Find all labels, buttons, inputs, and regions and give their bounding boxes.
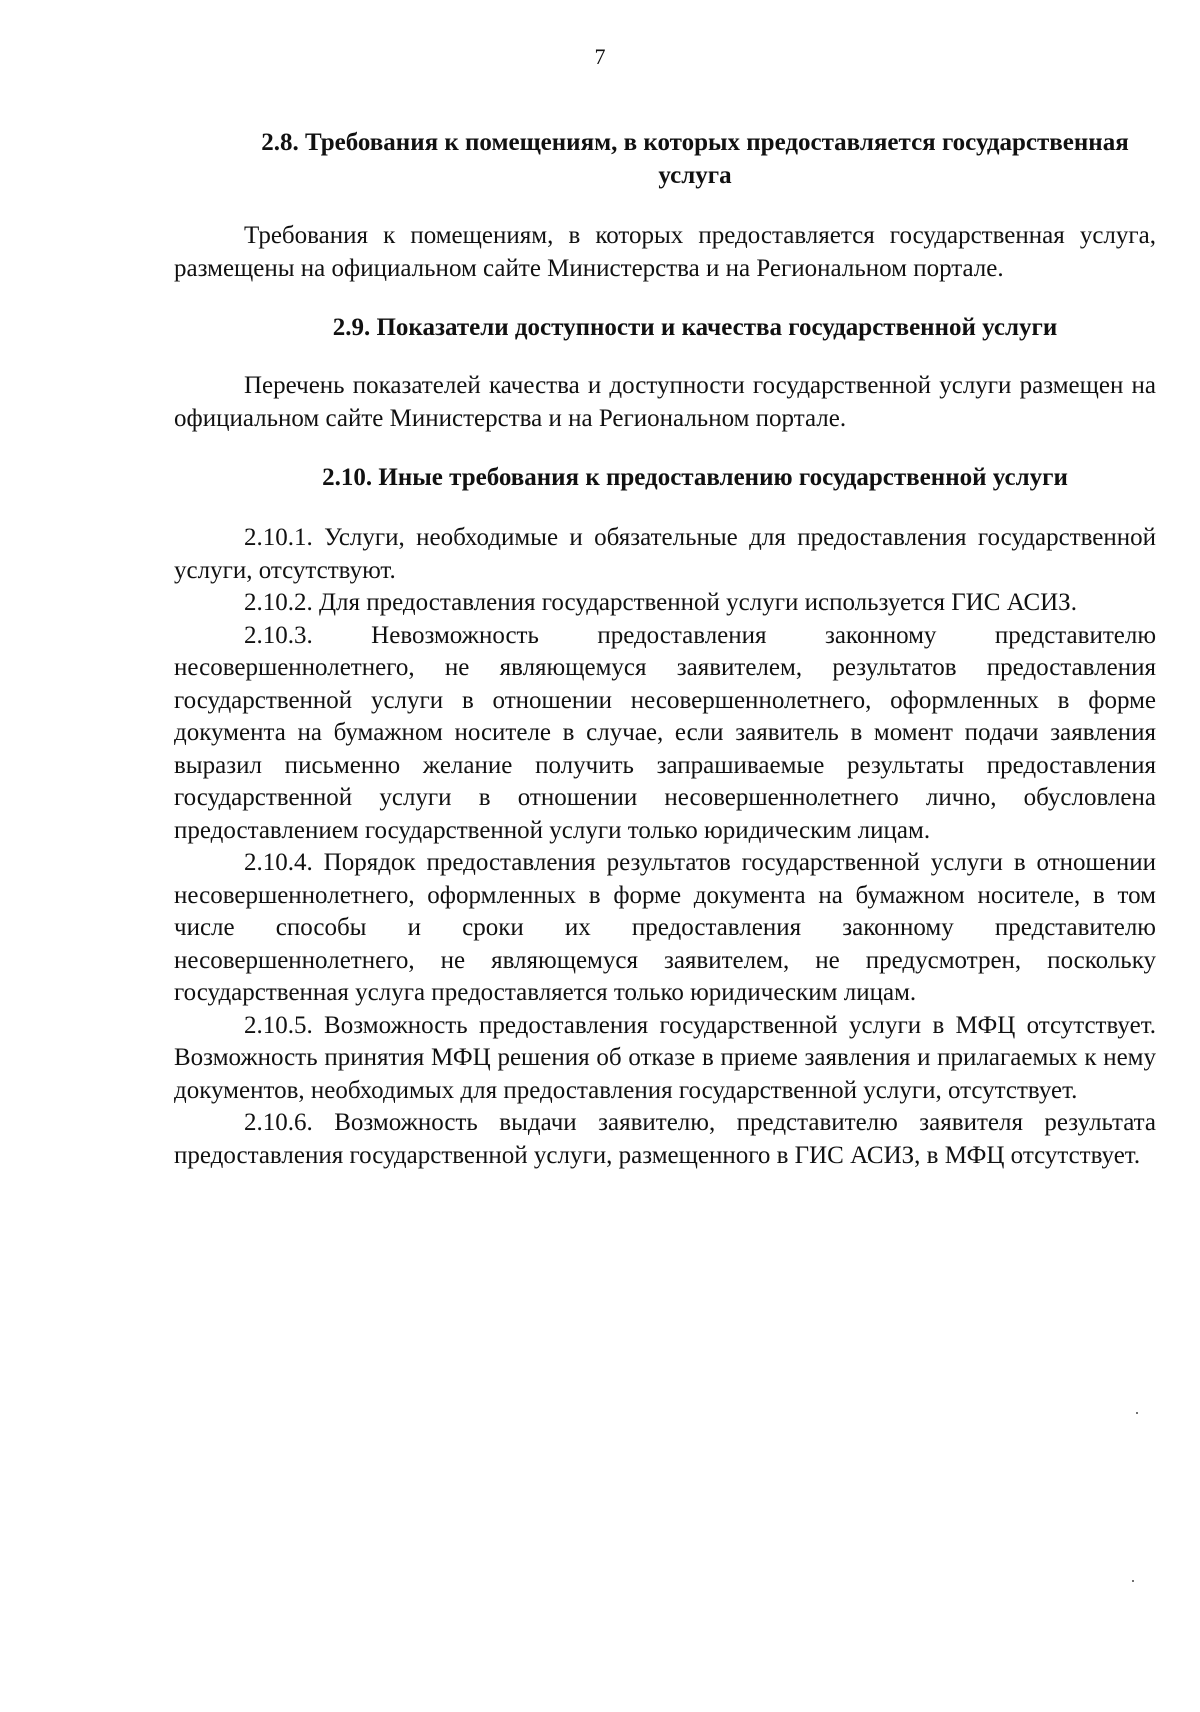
- clause-2-10-1: 2.10.1. Услуги, необходимые и обязательные для предоставления государственной услуги, отсутствуют.: [174, 524, 1156, 584]
- section-heading-2-9: 2.9. Показатели доступности и качества государственной услуги: [332, 314, 1058, 341]
- section-heading-2-10: 2.10. Иные требования к предоставлению государственной услуги: [322, 464, 1068, 491]
- clause-2-10-6: 2.10.6. Возможность выдачи заявителю, представителю заявителя результата предоставления государственной услуги, размещенного в ГИС АСИЗ, в МФЦ отсутствует.: [174, 1109, 1156, 1169]
- document-body: [174, 126, 1156, 1172]
- scan-speck: [1132, 1580, 1134, 1582]
- section-paragraph-2-8: Требования к помещениям, в которых предоставляется государственная услуга, размещены на официальном сайте Министерства и на Региональном портале.: [174, 222, 1156, 282]
- clause-2-10-5: 2.10.5. Возможность предоставления государственной услуги в МФЦ отсутствует. Возможность принятия МФЦ решения об отказе в приеме заявления и прилагаемых к нему документов, необходимых для предоставления государственной услуги, отсутствует.: [174, 1011, 1156, 1104]
- section-paragraph-2-9: Перечень показателей качества и доступности государственной услуги размещен на официальном сайте Министерства и на Региональном портале.: [174, 372, 1156, 432]
- clause-2-10-4: 2.10.4. Порядок предоставления результатов государственной услуги в отношении несовершеннолетнего, оформленных в форме документа на бумажном носителе, в том числе способы и сроки их предоставления законному представителю несовершеннолетнего, не являющемуся заявителем, не предусмотрен, поскольку государственная услуга предоставляется только юридическим лицам.: [174, 849, 1156, 1006]
- clause-2-10-3: 2.10.3. Невозможность предоставления законному представителю несовершеннолетнего, не являющемуся заявителем, результатов предоставления государственной услуги в отношении несовершеннолетнего, оформленных в форме документа на бумажном носителе в случае, если заявитель в момент подачи заявления выразил письменно желание получить запрашиваемые результаты предоставления государственной услуги в отношении несовершеннолетнего лично, обусловлена предоставлением государственной услуги только юридическим лицам.: [174, 621, 1156, 844]
- scan-speck: [1136, 1412, 1138, 1414]
- clause-2-10-2: 2.10.2. Для предоставления государственной услуги используется ГИС АСИЗ.: [244, 589, 1077, 616]
- section-heading-2-8: 2.8. Требования к помещениям, в которых предоставляется государственная услуга: [261, 129, 1129, 189]
- page-number: 7: [594, 44, 606, 69]
